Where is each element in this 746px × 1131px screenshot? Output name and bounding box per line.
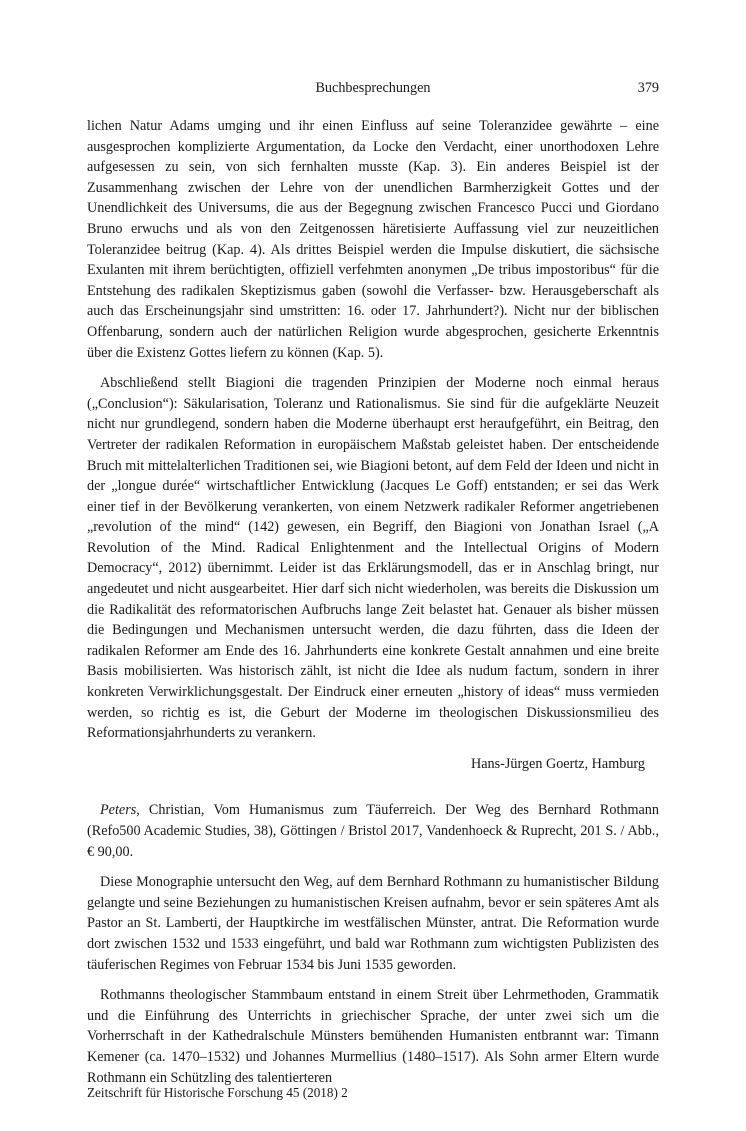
running-head [87, 78, 659, 102]
review-paragraph-2: Abschließend stellt Biagioni die tragenden Prinzipien der Moderne noch einmal heraus („Conclusion“): Säkularisation, Toleranz und Rationalismus. Sie sind für die aufgeklärte Neuzeit nicht nur grundlegend, sondern haben die Moderne überhaupt erst heraufgeführt, ein Beitrag, den Vertreter der radikalen Reformation in europäischem Maßstab geleistet haben. Der entscheidende Bruch mit mittelalterlichen Traditionen sei, wie Biagioni betont, auf dem Feld der Ideen und nicht in der „longue durée“ wirtschaftlicher Entwicklung (Jacques Le Goff) entstanden; er sei das Werk einer tief in der Bevölkerung verankerten, von einem Netzwerk radikaler Reformer angetriebenen „revolution of the mind“ (142) gewesen, ein Begriff, den Biagioni von Jonathan Israel („A Revolution of the Mind. Radical Enlightenment and the Intellectual Origins of Modern Democracy“, 2012) übernimmt. Leider ist das Erklärungsmodell, das er in Anschlag bringt, nur angedeutet und nicht ausgearbeitet. Hier darf sich nicht wiederholen, was bereits die Diskussion um die Radikalität des reformatorischen Aufbruchs lange Zeit belastet hat. Genauer als bisher müssen die Bedingungen und Mechanismen untersucht werden, die dazu führten, dass die Ideen der radikalen Reformer am Ende des 16. Jahrhunderts eine konkrete Gestalt annahmen und eine breite Basis mobilisierten. Was historisch zählt, ist nicht die Idee als nudum factum, sondern in ihrer konkreten Verwirklichungsgestalt. Der Eindruck einer erneuten „history of ideas“ muss vermieden werden, so richtig es ist, die Geburt der Moderne im theologischen Diskussionsmilieu des Reformationsjahrhunderts zu verankern. [87, 375, 659, 742]
book-citation [87, 800, 659, 862]
page [87, 78, 659, 1086]
new-review-paragraph-2: Rothmanns theologischer Stammbaum entstand in einem Streit über Lehrmethoden, Grammatik und die Einführung des Unterrichts in griechischer Sprache, der unter zwei sich um die Vorherrschaft in der Kathedralschule Münsters bemühenden Humanisten entbrannt war: Timann Kemener (ca. 1470–1532) und Johannes Murmellius (1480–1517). Als Sohn armer Eltern wurde Rothmann ein Schützling des talentierteren [87, 987, 659, 1086]
page-number: 379 [637, 80, 659, 96]
new-review-paragraph-1: Diese Monographie untersucht den Weg, auf dem Bernhard Rothmann zu humanistischer Bildung gelangte und seine Beziehungen zu humanistischen Kreisen aufnahm, bevor er sein späteres Amt als Pastor an St. Lamberti, der Hauptkirche im westfälischen Münster, antrat. Die Reformation wurde dort zwischen 1532 und 1533 eingeführt, und bald war Rothmann zum wichtigsten Publizisten des täuferischen Regimes von Februar 1534 bis Juni 1535 geworden. [87, 874, 659, 973]
reviewer-signature: Hans-Jürgen Goertz, Hamburg [470, 755, 645, 772]
citation-details: Christian, Vom Humanismus zum Täuferreich. Der Weg des Bernhard Rothmann (Refo500 Academic Studies, 38), Göttingen / Bristol 2017, Vandenhoeck & Ruprecht, 201 S. / Abb., € 90,00. [87, 802, 659, 860]
journal-footer: Zeitschrift für Historische Forschung 45 (2018) 2 [87, 1085, 348, 1100]
citation-author: Peters, [100, 802, 140, 819]
running-title: Buchbesprechungen [315, 80, 431, 96]
review-paragraph-1: lichen Natur Adams umging und ihr einen Einfluss auf seine Toleranzidee gewährte – eine ausgesprochen komplizierte Argumentation, da Locke den Verdacht, einer unorthodoxen Lehre aufgesessen zu sein, von sich fernhalten musste (Kap. 3). Ein anderes Beispiel ist der Zusammenhang zwischen der Lehre von der unendlichen Barmherzigkeit Gottes und der Unendlichkeit des Universums, die aus der Begegnung zwischen Francesco Pucci und Giordano Bruno erwuchs und als von den Zeitgenossen häretisierte Auffassung viel zur neuzeitlichen Toleranzidee beitrug (Kap. 4). Als drittes Beispiel werden die Impulse diskutiert, die sächsische Exulanten mit ihrem berüchtigten, offiziell verfehmten anonymen „De tribus impostoribus“ für die Entstehung des radikalen Skeptizismus gaben (sowohl die Verfasser- bzw. Herausgeberschaft als auch das Erscheinungsjahr sind umstritten: 16. oder 17. Jahrhundert?). Nicht nur der biblischen Offenbarung, sondern auch der natürlichen Religion wurde abgesprochen, gesicherte Erkenntnis über die Existenz Gottes liefern zu können (Kap. 5). [87, 118, 659, 361]
page-content [87, 116, 659, 1098]
